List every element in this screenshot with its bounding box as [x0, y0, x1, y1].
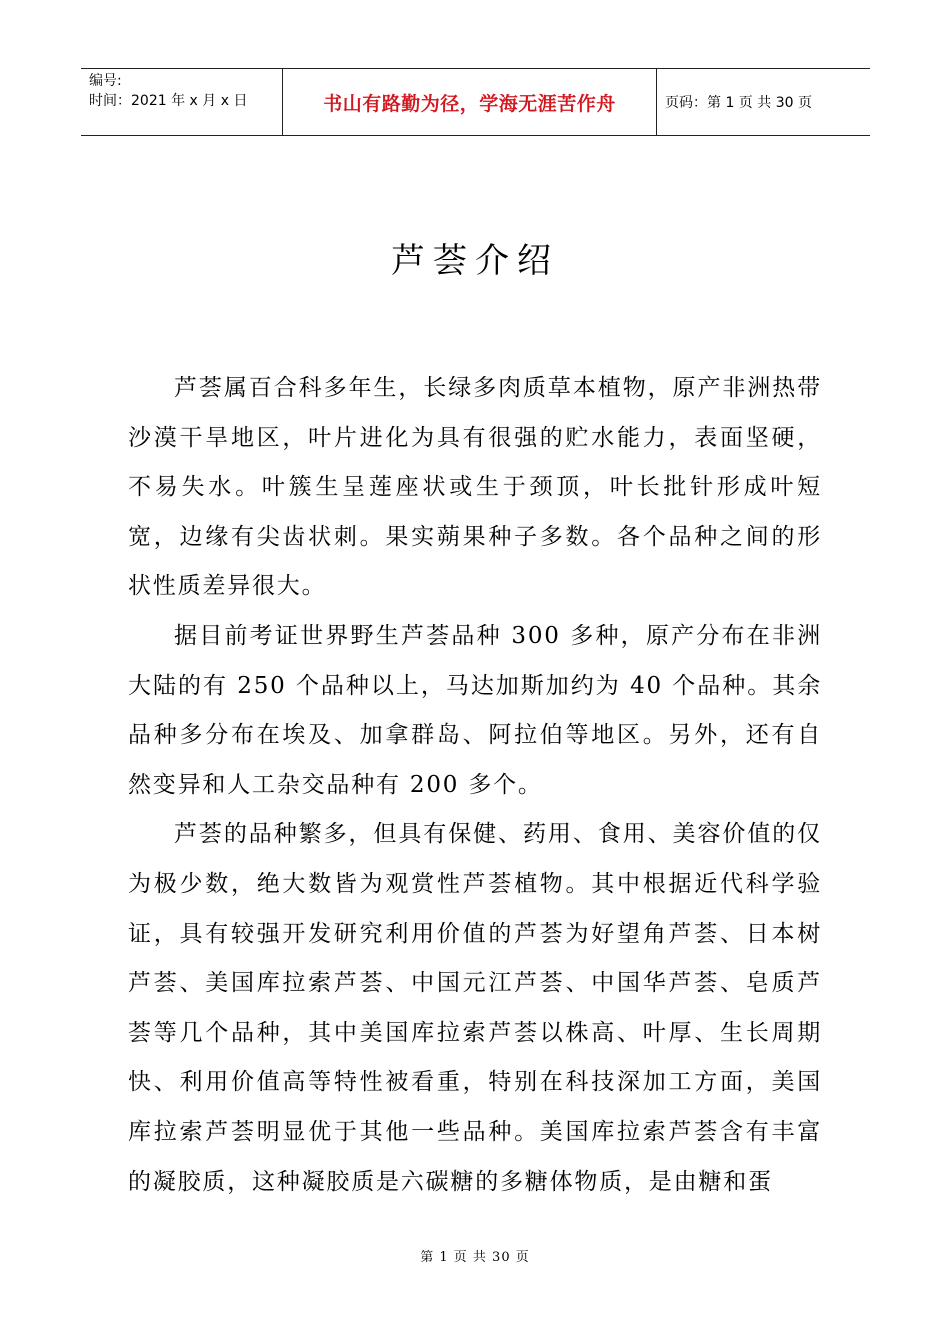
document-title: 芦荟介绍: [391, 241, 559, 281]
paragraph-2: 据目前考证世界野生芦荟品种 300 多种，原产分布在非洲大陆的有 250 个品种以上，马达加斯加约为 40 个品种。其余品种多分布在埃及、加拿群岛、阿拉伯等地区。另外，还有自然变异和人工杂交品种有 200 多个。: [128, 622, 822, 798]
document-number-label: 编号:: [89, 73, 122, 89]
page-footer: 第 1 页 共 30 页: [420, 1250, 530, 1265]
header-page-info: 页码：第 1 页 共 30 页: [665, 95, 812, 111]
paragraph-3: 芦荟的品种繁多，但具有保健、药用、食用、美容价值的仅为极少数，绝大数皆为观赏性芦荟植物。其中根据近代科学验证，具有较强开发研究利用价值的芦荟为好望角芦荟、日本树芦荟、美国库拉索芦荟、中国元江芦荟、中国华芦荟、皂质芦荟等几个品种，其中美国库拉索芦荟以株高、叶厚、生长周期快、利用价值高等特性被看重，特别在科技深加工方面，美国库拉索芦荟明显优于其他一些品种。美国库拉索芦荟含有丰富的凝胶质，这种凝胶质是六碳糖的多糖体物质，是由糖和蛋: [128, 821, 822, 1195]
page-header: [81, 68, 870, 136]
paragraph-1: 芦荟属百合科多年生，长绿多肉质草本植物，原产非洲热带沙漠干旱地区，叶片进化为具有很强的贮水能力，表面坚硬，不易失水。叶簇生呈莲座状或生于颈顶，叶长批针形成叶短宽，边缘有尖齿状刺。果实蒴果种子多数。各个品种之间的形状性质差异很大。: [128, 375, 822, 600]
header-motto: 书山有路勤为径，学海无涯苦作舟: [282, 69, 657, 135]
header-meta: [81, 69, 282, 135]
document-body: [128, 364, 822, 1207]
document-date: 时间：2021 年 x 月 x 日: [89, 93, 248, 109]
